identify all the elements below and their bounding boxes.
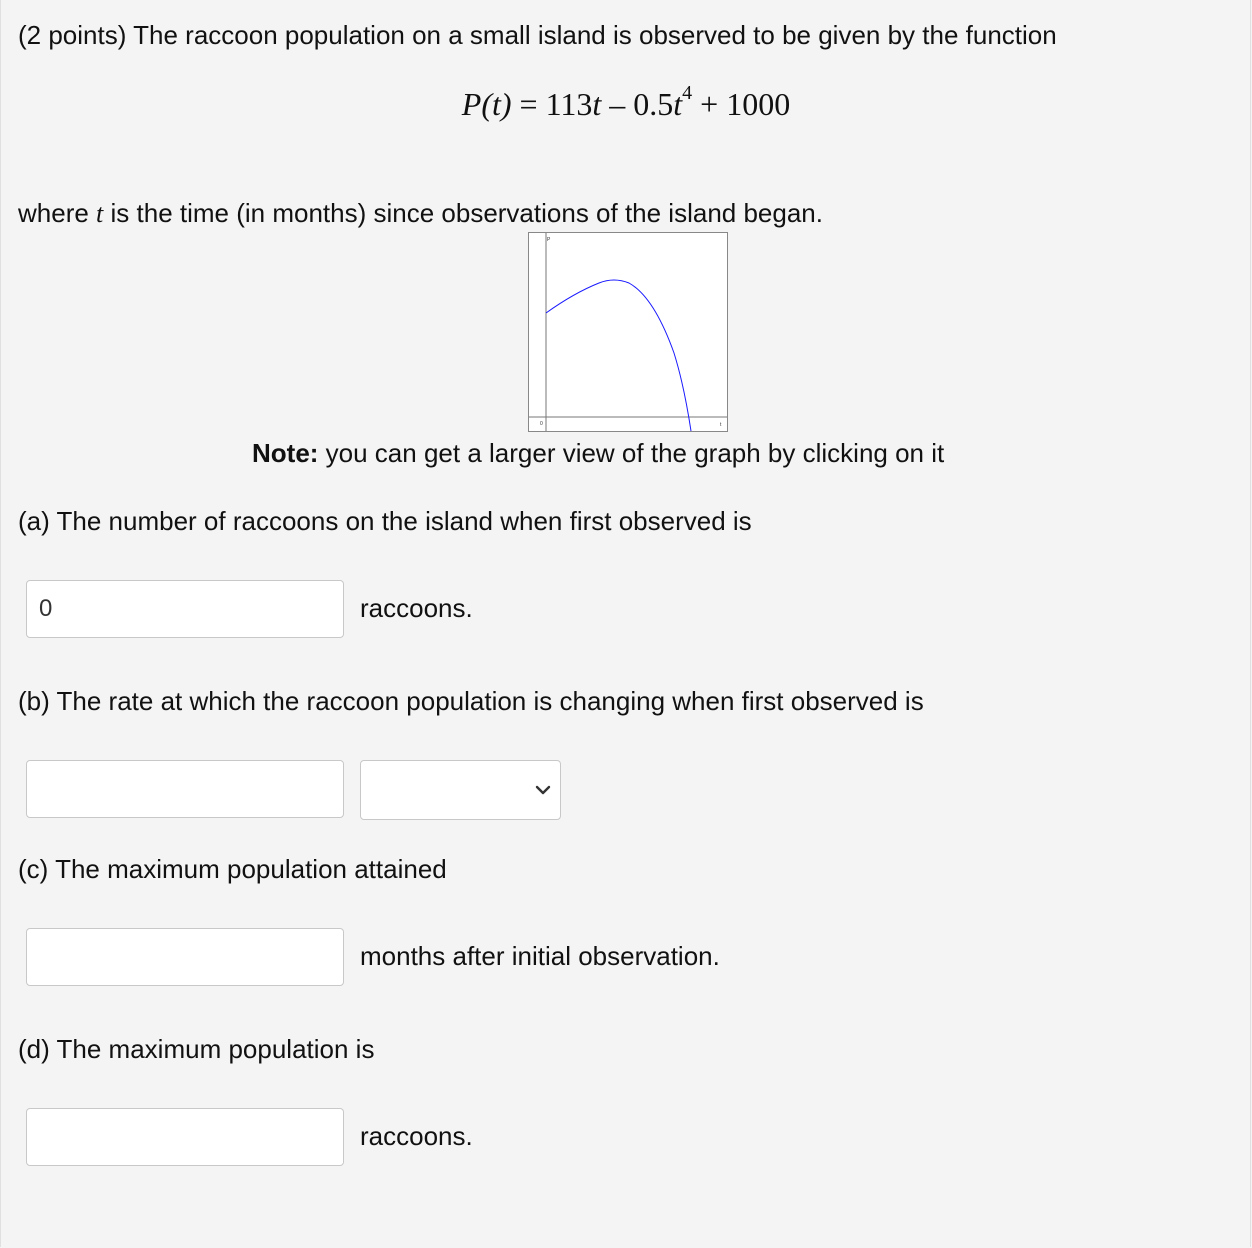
part-c-question: (c) The maximum population attained <box>18 854 447 884</box>
part-a-question: (a) The number of raccoons on the island when first observed is <box>18 506 752 536</box>
where-variable: t <box>96 199 104 228</box>
formula-var1: t <box>592 86 602 122</box>
population-formula <box>0 82 1252 123</box>
note-text: you can get a larger view of the graph by clicking on it <box>318 438 945 468</box>
part-d-answer-input[interactable] <box>26 1108 344 1166</box>
formula-var2: t <box>673 86 683 122</box>
y-axis-label: P <box>547 237 551 243</box>
x-axis-label: t <box>720 422 722 428</box>
formula-plus: + 1000 <box>692 86 791 122</box>
chevron-down-icon <box>534 781 552 799</box>
part-a-answer-input[interactable] <box>26 580 344 638</box>
where-prefix: where <box>18 198 97 228</box>
formula-equals: = <box>511 86 546 122</box>
population-curve <box>546 280 691 431</box>
problem-intro: (2 points) The raccoon population on a small island is observed to be given by the function <box>18 20 1057 50</box>
formula-lhs: P(t) <box>461 86 512 122</box>
part-b-answer-input[interactable] <box>26 760 344 818</box>
where-sentence <box>18 200 823 227</box>
part-d-unit: raccoons. <box>360 1121 473 1151</box>
note-bold: Note: <box>252 438 319 468</box>
part-b-unit-select[interactable] <box>360 760 561 820</box>
part-a-unit: raccoons. <box>360 593 473 623</box>
formula-coef1: 113 <box>545 86 593 122</box>
graph-svg <box>529 233 727 431</box>
formula-minus: – 0.5 <box>601 86 674 122</box>
part-d-question: (d) The maximum population is <box>18 1034 375 1064</box>
formula-exponent: 4 <box>682 82 693 105</box>
part-c-unit: months after initial observation. <box>360 941 720 971</box>
origin-label: 0 <box>540 421 543 427</box>
population-graph[interactable] <box>528 232 728 432</box>
part-c-answer-input[interactable] <box>26 928 344 986</box>
note-line <box>252 440 944 466</box>
where-suffix: is the time (in months) since observations of the island began. <box>103 198 823 228</box>
part-b-question: (b) The rate at which the raccoon population is changing when first observed is <box>18 686 924 716</box>
